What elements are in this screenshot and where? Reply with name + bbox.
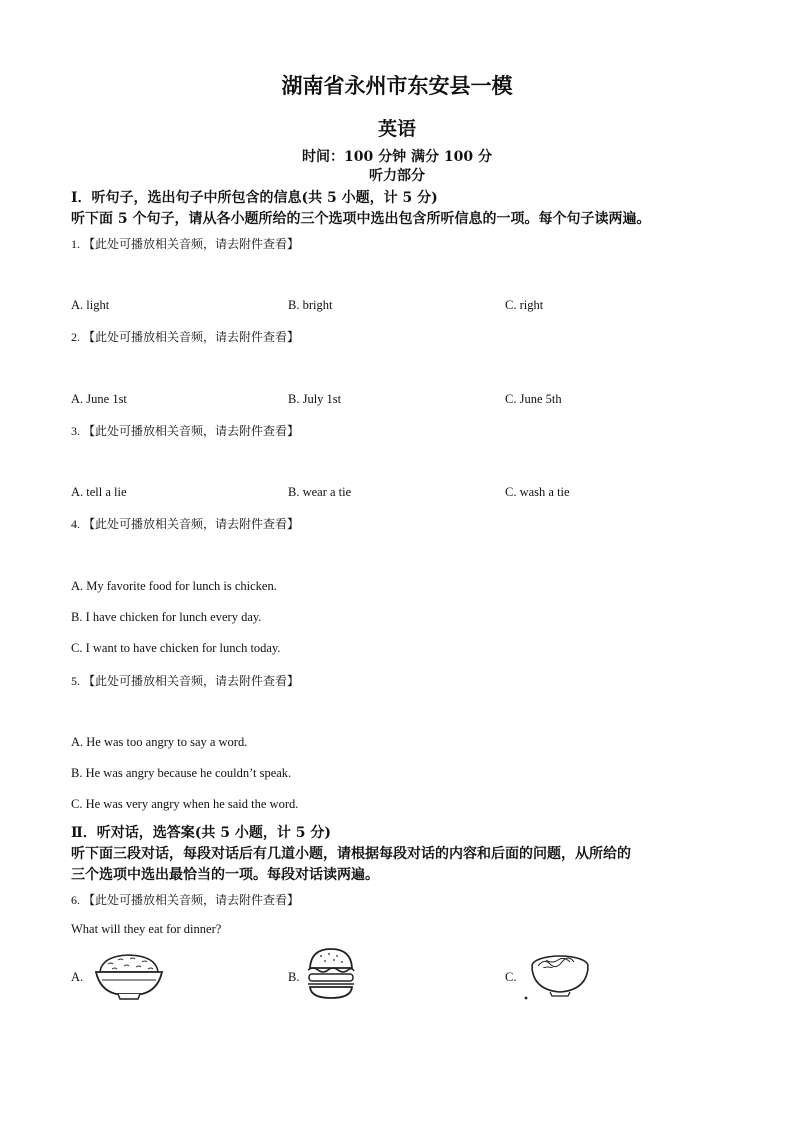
question-1-label: 1. 【此处可播放相关音频，请去附件查看】 [71, 237, 300, 251]
page-title: 湖南省永州市东安县一模 [281, 73, 513, 98]
question-2-option-b: B. July 1st [288, 392, 342, 406]
question-3-option-c: C. wash a tie [505, 485, 570, 499]
time-info: 时间：100 分钟 满分 100 分 [302, 149, 492, 165]
question-5-label: 5. 【此处可播放相关音频，请去附件查看】 [71, 674, 300, 688]
question-5-option-c: C. He was very angry when he said the word. [71, 797, 299, 811]
question-4-option-c: C. I want to have chicken for lunch today. [71, 641, 281, 655]
question-6-text: What will they eat for dinner? [71, 922, 222, 936]
question-6-label: 6. 【此处可播放相关音频，请去附件查看】 [71, 893, 300, 907]
rice-bowl-icon [92, 950, 166, 1002]
question-3-label: 3. 【此处可播放相关音频，请去附件查看】 [71, 424, 300, 438]
question-5-option-b: B. He was angry because he couldn’t speak. [71, 766, 292, 780]
question-4-option-a: A. My favorite food for lunch is chicken. [71, 579, 277, 593]
question-3-option-b: B. wear a tie [288, 485, 352, 499]
section2-instruction-line2: 三个选项中选出最恰当的一项。每段对话读两遍。 [71, 867, 379, 883]
section1-instruction: 听下面 5 个句子，请从各小题所给的三个选项中选出包含所听信息的一项。每个句子读两遍。 [71, 211, 651, 227]
question-1-option-c: C. right [505, 298, 544, 312]
question-2-label: 2. 【此处可播放相关音频，请去附件查看】 [71, 330, 300, 344]
question-2-option-c: C. June 5th [505, 392, 562, 406]
section1-heading: Ⅰ．听句子，选出句子中所包含的信息(共 5 小题，计 5 分) [71, 190, 438, 206]
noodle-bowl-icon [520, 948, 594, 1002]
question-2-option-a: A. June 1st [71, 392, 127, 406]
question-6-option-c-letter: C. [505, 970, 517, 984]
question-1-option-a: A. light [71, 298, 110, 312]
section2-heading: Ⅱ．听对话，选答案(共 5 小题，计 5 分) [71, 825, 332, 841]
question-4-option-b: B. I have chicken for lunch every day. [71, 610, 262, 624]
part-title: 听力部分 [369, 168, 425, 184]
question-4-label: 4. 【此处可播放相关音频，请去附件查看】 [71, 517, 300, 531]
hamburger-icon [305, 946, 357, 1002]
question-3-option-a: A. tell a lie [71, 485, 127, 499]
question-6-option-a-letter: A. [71, 970, 84, 984]
subject-title: 英语 [377, 118, 416, 140]
question-6-option-b-letter: B. [288, 970, 300, 984]
question-5-option-a: A. He was too angry to say a word. [71, 735, 248, 749]
section2-instruction-line1: 听下面三段对话，每段对话后有几道小题，请根据每段对话的内容和后面的问题，从所给的 [71, 846, 631, 862]
question-1-option-b: B. bright [288, 298, 333, 312]
